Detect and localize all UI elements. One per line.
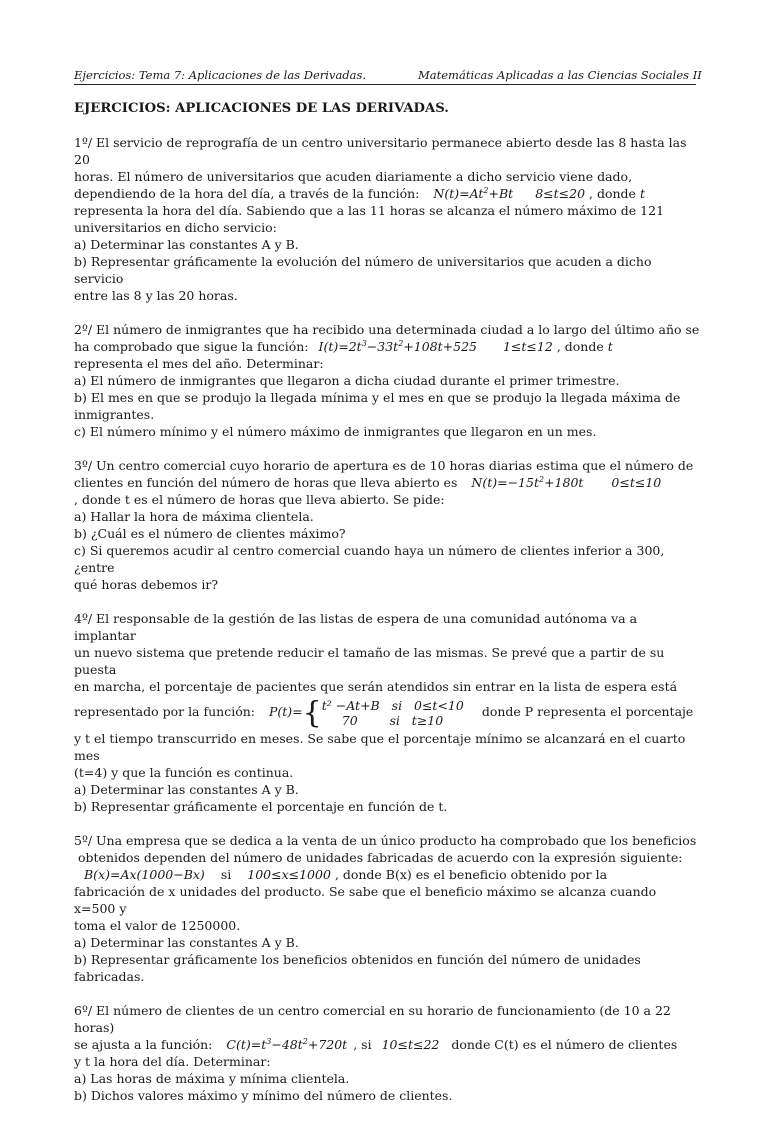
ex3-part-c2: qué horas debemos ir?: [74, 577, 219, 592]
ex3-domain: 0≤t≤10: [611, 475, 662, 490]
exercise-2: [74, 321, 700, 440]
ex6-domain: 10≤t≤22: [381, 1036, 440, 1052]
ex2-part-c: c) El número mínimo y el número máximo de inmigrantes que llegaron en un mes.: [74, 424, 597, 439]
ex4-part-a: a) Determinar las constantes A y B.: [74, 781, 299, 797]
ex2-part-b1: b) El mes en que se produjo la llegada mínima y el mes en que se produjo la llegada máxima de: [74, 390, 681, 405]
ex6-part-a: a) Las horas de máxima y mínima clientela.: [74, 1070, 350, 1086]
ex4-piece-row1: t² −At+B si 0≤t<10: [321, 698, 464, 713]
ex6-line3: y t la hora del día. Determinar:: [74, 1053, 271, 1069]
ex4-piece-row2: 70 si t≥10: [341, 713, 444, 728]
ex5-formula: B(x)=Ax(1000−Bx): [84, 866, 205, 882]
ex6-part-b: b) Dichos valores máximo y mínimo del número de clientes.: [74, 1087, 453, 1103]
ex5-line2: obtenidos dependen del número de unidades fabricadas de acuerdo con la expresión siguiente:: [78, 849, 683, 865]
ex5-domain: 100≤x≤1000: [247, 866, 331, 882]
ex2-part-a: a) El número de inmigrantes que llegaron a dicha ciudad durante el primer trimestre.: [74, 373, 620, 388]
ex5-line1: 5º/ Una empresa que se dedica a la venta de un único producto ha comprobado que los beneficios: [74, 832, 697, 848]
ex1-line1: 1º/ El servicio de reprografía de un centro universitario permanece abierto desde las 8 hasta las 20: [74, 135, 687, 167]
exercise-1: [74, 134, 700, 304]
ex3-part-a: a) Hallar la hora de máxima clientela.: [74, 509, 314, 524]
ex3-line2: clientes en función del número de horas que lleva abierto es $N(t)=-15t^2+180t$ 0≤t≤10: [74, 474, 662, 490]
ex1-domain: 8≤t≤20: [535, 186, 586, 201]
ex1-part-b2: entre las 8 y las 20 horas.: [74, 288, 238, 303]
ex3-line3: , donde t es el número de horas que lleva abierto. Se pide:: [74, 492, 445, 507]
ex4-formula-lhs: P(t)=: [269, 704, 303, 719]
ex1-line5: universitarios en dicho servicio:: [74, 220, 277, 235]
exercise-3: [74, 457, 700, 593]
ex4-line6: (t=4) y que la función es continua.: [74, 764, 294, 780]
exercise-list: [74, 134, 700, 1121]
ex2-line2: ha comprobado que sigue la función: $I(t)=2t^3-33t^2+108t+525$ 1≤t≤12 , donde t: [74, 338, 613, 354]
header-right: Matemáticas Aplicadas a las Ciencias Sociales II: [418, 68, 702, 82]
ex1-part-b1: b) Representar gráficamente la evolución del número de universitarios que acuden a dicho servicio: [74, 254, 652, 286]
ex4-part-b: b) Representar gráficamente el porcentaje en función de t.: [74, 798, 448, 814]
ex1-formula: $N(t)=At^2+Bt$: [433, 185, 514, 201]
ex4-line5: y t el tiempo transcurrido en meses. Se sabe que el porcentaje mínimo se alcanzará en el cuarto mes: [74, 730, 686, 763]
ex5-line5: toma el valor de 1250000.: [74, 917, 241, 933]
ex1-line2: horas. El número de universitarios que acuden diariamente a dicho servicio viene dado,: [74, 169, 633, 184]
ex1-line4: representa la hora del día. Sabiendo que a las 11 horas se alcanza el número máximo de 121: [74, 203, 665, 218]
ex5-line3: B(x)=Ax(1000−Bx) si 100≤x≤1000 , donde B(x) es el beneficio obtenido por la: [84, 866, 608, 882]
ex2-part-b2: inmigrantes.: [74, 407, 155, 422]
ex1-line3: dependiendo de la hora del día, a través de la función: $N(t)=At^2+Bt$ 8≤t≤20 , donde t: [74, 185, 645, 201]
ex5-part-b: b) Representar gráficamente los beneficios obtenidos en función del número de unidades fabricadas.: [74, 951, 641, 984]
ex6-line1: 6º/ El número de clientes de un centro comercial en su horario de funcionamiento (de 10 a 22 horas): [74, 1002, 671, 1035]
ex3-part-b: b) ¿Cuál es el número de clientes máximo?: [74, 526, 346, 541]
ex1-part-a: a) Determinar las constantes A y B.: [74, 237, 299, 252]
exercise-4: [74, 610, 700, 815]
ex5-line4: fabricación de x unidades del producto. Se sabe que el beneficio máximo se alcanza cuando x=500 y: [74, 883, 657, 916]
ex3-formula: $N(t)=-15t^2+180t$: [471, 474, 584, 490]
ex2-line3: representa el mes del año. Determinar:: [74, 356, 324, 371]
ex4-line3: en marcha, el porcentaje de pacientes que serán atendidos sin entrar en la lista de espera está: [74, 679, 678, 694]
exercise-5: [74, 832, 700, 985]
ex2-domain: 1≤t≤12: [502, 339, 553, 354]
page-header: [74, 68, 702, 85]
ex4-piecewise: {t² −At+B si 0≤t<10 70 si t≥10: [302, 695, 464, 730]
ex3-line1: 3º/ Un centro comercial cuyo horario de apertura es de 10 horas diarias estima que el número de: [74, 458, 694, 473]
ex6-line2: se ajusta a la función: $C(t)=t^3-48t^2+720t$ , si 10≤t≤22 donde C(t) es el número de clientes: [74, 1036, 678, 1052]
header-left: Ejercicios: Tema 7: Aplicaciones de las Derivadas.: [74, 68, 367, 82]
ex5-part-a: a) Determinar las constantes A y B.: [74, 934, 299, 950]
ex4-line2: un nuevo sistema que pretende reducir el tamaño de las mismas. Se prevé que a partir de su puesta: [74, 645, 665, 677]
document-title: EJERCICIOS: APLICACIONES DE LAS DERIVADAS.: [74, 101, 449, 116]
ex2-formula: $I(t)=2t^3-33t^2+108t+525$: [318, 338, 477, 354]
ex4-line1: 4º/ El responsable de la gestión de las listas de espera de una comunidad autónoma va a implantar: [74, 611, 638, 643]
ex4-line4: representado por la función: P(t)={t² −At+B si 0≤t<10 70 si t≥10donde P representa el porcentaje: [74, 695, 694, 730]
ex6-formula: $C(t)=t^3-48t^2+720t$: [226, 1036, 348, 1052]
ex2-line1: 2º/ El número de inmigrantes que ha recibido una determinada ciudad a lo largo del último año se: [74, 322, 700, 337]
ex3-part-c1: c) Si queremos acudir al centro comercial cuando haya un número de clientes inferior a 300, ¿entre: [74, 543, 665, 575]
exercise-6: [74, 1002, 700, 1104]
